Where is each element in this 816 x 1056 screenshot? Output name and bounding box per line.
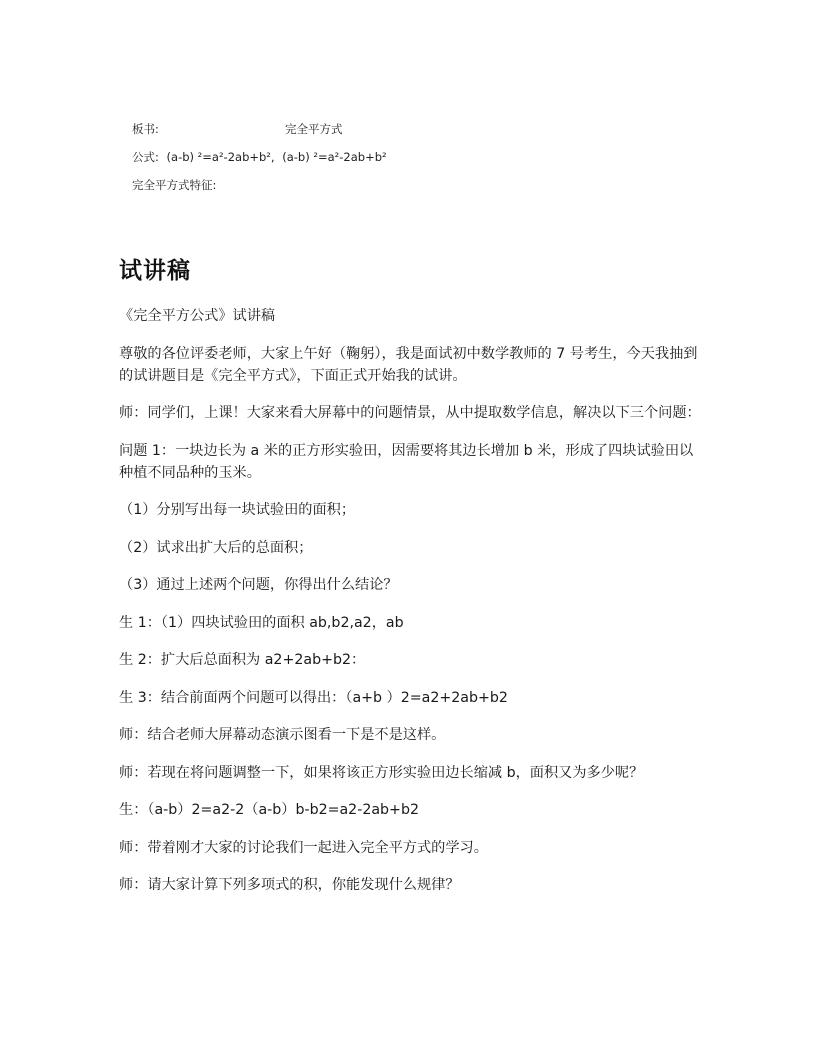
board-label: 板书: xyxy=(132,122,159,136)
script-paragraph: 生：（a-b）2=a2-2（a-b）b-b2=a2-2ab+b2 xyxy=(119,802,419,818)
script-paragraph: 问题 1：一块边长为 a 米的正方形实验田，因需要将其边长增加 b 米，形成了四块试验田以种植不同品种的玉米。 xyxy=(119,442,694,481)
script-paragraph: 生 2：扩大后总面积为 a2+2ab+b2： xyxy=(119,652,366,668)
script-paragraph: 师：带着刚才大家的讨论我们一起进入完全平方式的学习。 xyxy=(119,839,488,856)
formula-label: 公式: xyxy=(132,150,159,164)
lecture-script xyxy=(119,305,701,912)
board-features-line xyxy=(132,175,692,203)
board-title-line xyxy=(132,119,692,147)
formula-two: (a-b) ²=a²-2ab+b² xyxy=(282,150,387,164)
script-paragraph: 生 3：结合前面两个问题可以得出：（a+b ）2=a2+2ab+b2 xyxy=(119,689,508,706)
script-paragraph: 师：请大家计算下列多项式的积，你能发现什么规律？ xyxy=(119,877,460,893)
formula-one: (a-b) ²=a²-2ab+b², xyxy=(166,150,275,164)
script-paragraph: 尊敬的各位评委老师，大家上午好（鞠躬），我是面试初中数学教师的 7 号考生，今天我抽到的试讲题目是《完全平方式》，下面正式开始我的试讲。 xyxy=(119,345,698,384)
script-paragraph: 生 1：（1）四块试验田的面积 ab,b2,a2，ab xyxy=(119,614,404,631)
features-label: 完全平方式特征: xyxy=(132,178,217,192)
board-title: 完全平方式 xyxy=(285,122,343,136)
section-heading: 试讲稿 xyxy=(119,258,191,284)
board-formula-line xyxy=(132,147,692,175)
script-paragraph: （1）分别写出每一块试验田的面积； xyxy=(119,502,356,518)
script-title: 《完全平方公式》试讲稿 xyxy=(119,308,276,324)
script-paragraph: 师：若现在将问题调整一下，如果将该正方形实验田边长缩减 b，面积又为多少呢？ xyxy=(119,764,644,781)
script-paragraph: 师：结合老师大屏幕动态演示图看一下是不是这样。 xyxy=(119,727,446,743)
script-paragraph: （3）通过上述两个问题，你得出什么结论？ xyxy=(119,577,398,593)
script-paragraph: （2）试求出扩大后的总面积； xyxy=(119,539,313,556)
blackboard-notes xyxy=(132,119,692,203)
script-paragraph: 师：同学们，上课！大家来看大屏幕中的问题情景，从中提取数学信息，解决以下三个问题： xyxy=(119,405,701,421)
